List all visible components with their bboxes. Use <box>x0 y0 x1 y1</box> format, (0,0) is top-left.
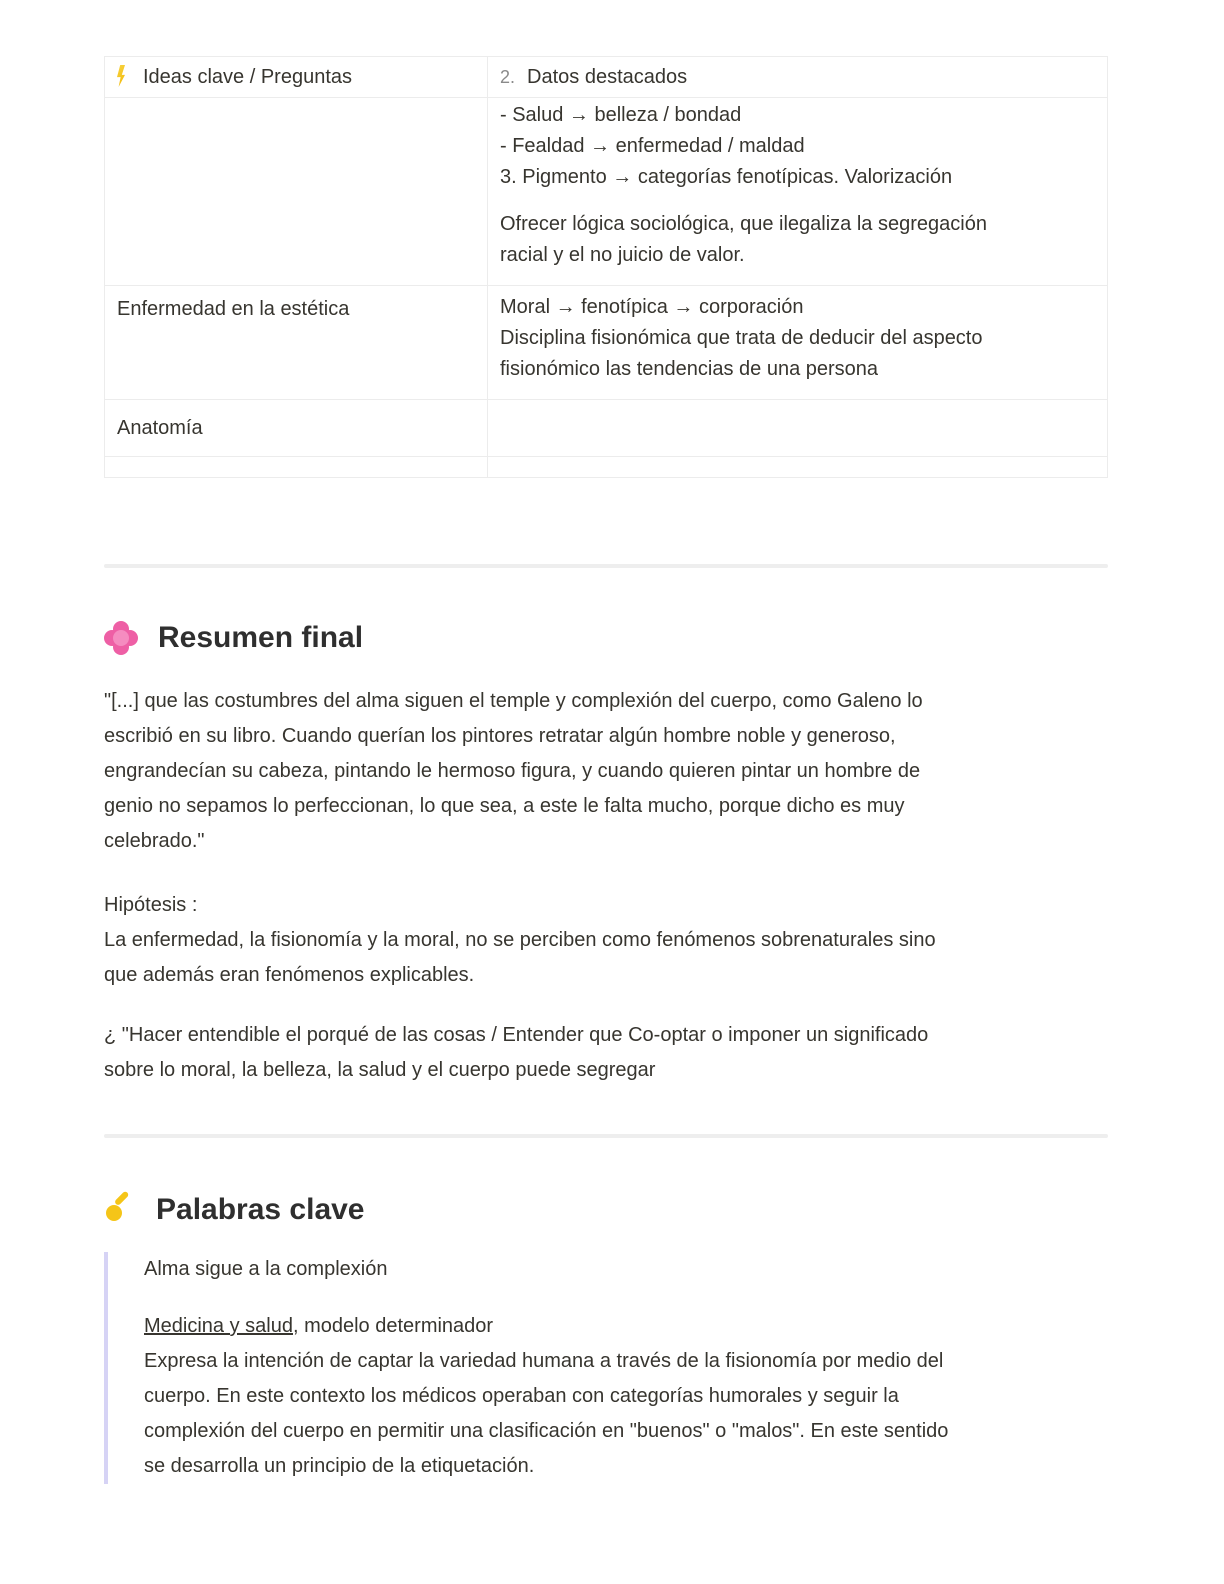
paragraph-line: escribió en su libro. Cuando querían los pintores retratar algún hombre noble y generoso, <box>104 725 896 747</box>
table-cell-label <box>105 98 488 286</box>
cell-line: fisionómico las tendencias de una persona <box>500 358 879 380</box>
divider <box>104 1134 1108 1138</box>
callout-term-rest: modelo determinador <box>298 1315 494 1337</box>
table-row <box>105 400 1108 457</box>
paragraph-line: La enfermedad, la fisionomía y la moral, no se perciben como fenómenos sobrenaturales sino <box>104 929 936 951</box>
cell-line: racial y el no juicio de valor. <box>500 244 745 266</box>
table-header-cell <box>488 57 1108 98</box>
table-cell-label <box>105 457 488 478</box>
lightning-icon <box>117 65 125 87</box>
callout-term: Medicina y salud, <box>144 1315 299 1337</box>
section-heading-palabras <box>104 1190 365 1230</box>
cell-line: Disciplina fisionómica que trata de deducir del aspecto <box>500 327 983 349</box>
section-heading-resumen <box>104 618 363 658</box>
paragraph-line: "[...] que las costumbres del alma siguen el temple y complexión del cuerpo, como Galeno lo <box>104 690 923 712</box>
resumen-quote <box>104 684 1108 859</box>
palabras-callout <box>104 1252 1108 1484</box>
paragraph-line: cuerpo. En este contexto los médicos operaban con categorías humorales y seguir la <box>144 1385 899 1407</box>
divider <box>104 564 1108 568</box>
table-row <box>105 98 1108 286</box>
paragraph-line: genio no sepamos lo perfeccionan, lo que sea, a este le falta mucho, porque dicho es muy <box>104 795 905 817</box>
cell-line: Ofrecer lógica sociológica, que ilegaliza la segregación <box>500 213 987 235</box>
table-cell-content <box>488 98 1108 286</box>
column-2-title: Datos destacados <box>527 66 688 88</box>
paragraph-line: sobre lo moral, la belleza, la salud y el cuerpo puede segregar <box>104 1059 656 1081</box>
section-title: Resumen final <box>158 621 364 654</box>
flower-icon <box>104 621 138 655</box>
table-cell-content <box>488 400 1108 457</box>
section-title: Palabras clave <box>156 1193 365 1226</box>
table-header-cell <box>105 57 488 98</box>
cell-line: Moral → fenotípica → corporación <box>500 296 804 318</box>
table-header-row <box>105 57 1108 98</box>
table-cell-content <box>488 286 1108 400</box>
table-row <box>105 457 1108 478</box>
number-icon: 2. <box>500 67 516 87</box>
paragraph-line: celebrado." <box>104 830 205 852</box>
paragraph-line: complexión del cuerpo en permitir una clasificación en "buenos" o "malos". En este sentido <box>144 1420 949 1442</box>
callout-term-line <box>144 1309 1108 1344</box>
hipotesis-label: Hipótesis : <box>104 894 198 916</box>
notes-table <box>104 56 1108 478</box>
paragraph-line: que además eran fenómenos explicables. <box>104 964 475 986</box>
table-cell-content <box>488 457 1108 478</box>
column-1-title: Ideas clave / Preguntas <box>143 66 353 88</box>
paragraph-line: ¿ "Hacer entendible el porqué de las cosas / Entender que Co-optar o imponer un significado <box>104 1024 929 1046</box>
callout-intro: Alma sigue a la complexión <box>144 1258 388 1280</box>
cell-line: - Fealdad → enfermedad / maldad <box>500 135 805 157</box>
paragraph-line: se desarrolla un principio de la etiquetación. <box>144 1455 535 1477</box>
hipotesis-block <box>104 888 1108 993</box>
table-cell-label: Enfermedad en la estética <box>105 286 488 400</box>
paragraph-line: engrandecían su cabeza, pintando le hermoso figura, y cuando quieren pintar un hombre de <box>104 760 921 782</box>
key-icon <box>104 1195 134 1225</box>
cell-line: - Salud → belleza / bondad <box>500 104 742 126</box>
paragraph-line: Expresa la intención de captar la variedad humana a través de la fisionomía por medio del <box>144 1350 944 1372</box>
cell-line: 3. Pigmento → categorías fenotípicas. Valorización <box>500 166 953 188</box>
table-row <box>105 286 1108 400</box>
table-cell-label: Anatomía <box>105 400 488 457</box>
question-block <box>104 1018 1108 1088</box>
page <box>104 56 1108 1477</box>
